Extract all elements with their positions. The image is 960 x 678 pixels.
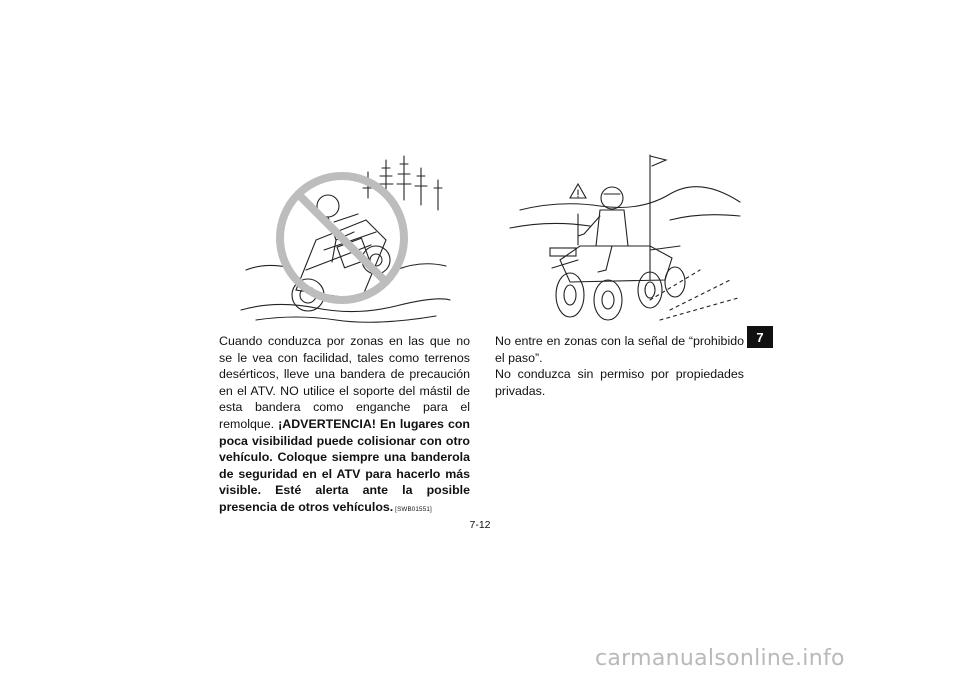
warning-text: ¡ADVERTENCIA! En lugares con poca visibilidad puede colisionar con otro vehículo. Coloque siempre una banderola de seguridad en el ATV para hacerlo más visible. Esté alerta ante la posible presencia de otros vehículos. (219, 416, 470, 514)
watermark: carmanualsonline.info (595, 646, 845, 671)
left-column-text (219, 333, 470, 519)
chapter-tab: 7 (747, 326, 773, 348)
no-entry-paragraph: No entre en zonas con la señal de “prohibido el paso”. (495, 334, 744, 365)
right-column-text (495, 333, 744, 399)
prohibited-atv-illustration (236, 150, 452, 326)
atv-rider-with-flag-illustration (500, 150, 748, 328)
private-property-paragraph: No conduzca sin permiso por propiedades privadas. (495, 367, 744, 398)
caution-flag-paragraph: Cuando conduzca por zonas en las que no se le vea con facilidad, tales como terrenos desérticos, lleve una bandera de precaución en el ATV. NO utilice el soporte del mástil de esta bandera como enganche para el remolque. (219, 334, 470, 431)
warning-code: [SWB01551] (393, 505, 432, 513)
page-number: 7-12 (469, 519, 491, 531)
